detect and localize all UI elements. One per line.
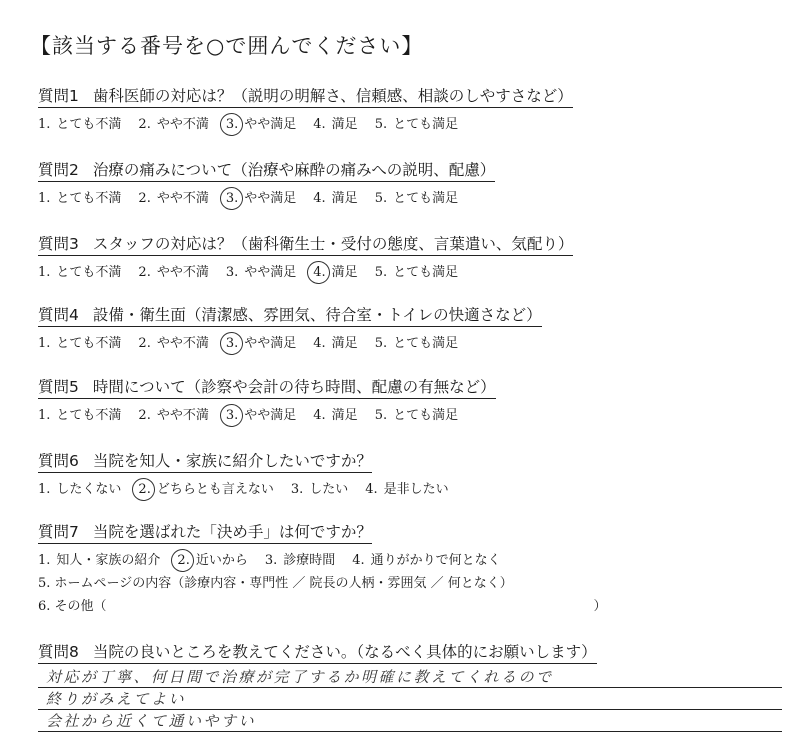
option-number: 3.: [290, 482, 304, 497]
answer-option[interactable]: [138, 187, 208, 206]
question-number: 質問2: [38, 161, 79, 179]
question-number: 質問5: [38, 378, 79, 396]
option-label: とても満足: [393, 408, 459, 423]
question-5: [38, 375, 780, 423]
question-title: [38, 84, 573, 108]
answer-option[interactable]: [375, 404, 458, 423]
option-number: 5.: [374, 408, 388, 423]
question-text: 治療の痛みについて（治療や麻酔の痛みへの説明、配慮）: [92, 161, 496, 179]
answer-option[interactable]: [38, 332, 121, 351]
option-label: 通りがかりで何となく: [370, 553, 501, 568]
option-label: やや満足: [244, 265, 297, 280]
answer-option[interactable]: [226, 404, 296, 423]
option-label: やや満足: [244, 117, 297, 132]
answer-option[interactable]: [38, 113, 121, 132]
answer-option[interactable]: [313, 187, 357, 206]
option-label: どちらとも言えない: [156, 482, 274, 497]
answer-option[interactable]: [226, 187, 296, 206]
answer-option[interactable]: [38, 404, 121, 423]
option-number: 1.: [38, 553, 51, 568]
option-number: 5.: [374, 265, 388, 280]
hand-drawn-circle-mark: [305, 259, 332, 286]
option-label: やや不満: [156, 117, 209, 132]
answer-option[interactable]: [291, 478, 348, 497]
other-close-paren: ）: [593, 599, 607, 614]
hand-drawn-circle-mark: [218, 330, 245, 357]
option-label: とても不満: [56, 336, 122, 351]
question-text: 時間について（診察や会計の待ち時間、配慮の有無など）: [92, 378, 496, 396]
page-heading: 【該当する番号を○で囲んでください】: [30, 34, 424, 58]
option-number: 4.: [313, 191, 326, 206]
answer-options: [38, 187, 780, 206]
option-label: 知人・家族の紹介: [56, 553, 161, 568]
option-number: 4.: [365, 482, 378, 497]
question-text: スタッフの対応は？（歯科衛生士・受付の態度、言葉遣い、気配り）: [92, 235, 574, 253]
answer-options: [38, 478, 780, 497]
option-number: 1.: [38, 482, 51, 497]
option-number: 2.: [138, 408, 151, 423]
option-number: 2.: [177, 553, 189, 568]
answer-options: [38, 261, 780, 280]
question-8: [38, 640, 780, 664]
answer-option[interactable]: [313, 113, 357, 132]
option-label: 満足: [331, 408, 358, 423]
option-label: やや不満: [156, 336, 209, 351]
option-label: 満足: [331, 265, 358, 280]
hand-drawn-circle-mark: [130, 476, 157, 503]
question-title: [38, 303, 542, 327]
option-label: やや満足: [244, 191, 297, 206]
option-label: やや満足: [244, 336, 297, 351]
hand-drawn-circle-mark: [169, 547, 196, 574]
option-label: やや不満: [156, 408, 209, 423]
option-number: 2.: [138, 191, 151, 206]
question-title: [38, 640, 597, 664]
hand-drawn-circle-mark: [218, 111, 245, 138]
option-label: やや不満: [156, 265, 209, 280]
option-number: 3.: [226, 336, 238, 351]
answer-option[interactable]: [177, 549, 247, 568]
answer-option[interactable]: [38, 187, 121, 206]
question-title: [38, 232, 573, 256]
option-number: 1.: [38, 336, 51, 351]
question-7: [38, 520, 780, 614]
option-label: やや不満: [156, 191, 209, 206]
hand-drawn-circle-mark: [218, 402, 245, 429]
answer-option[interactable]: [138, 332, 208, 351]
answer-option[interactable]: [375, 332, 458, 351]
option-number: 3.: [225, 265, 239, 280]
option-label: とても満足: [393, 265, 459, 280]
option-number: 2.: [138, 117, 151, 132]
question-number: 質問1: [38, 87, 79, 105]
option-label: とても満足: [393, 191, 459, 206]
option-number: 1.: [38, 191, 51, 206]
option-label: 是非したい: [383, 482, 449, 497]
option-number: 4.: [313, 265, 325, 280]
question-6: [38, 449, 780, 497]
answer-options: [38, 549, 780, 568]
answer-options: [38, 332, 780, 351]
option-number: 5.: [374, 336, 388, 351]
answer-option-other[interactable]: [38, 595, 780, 614]
handwritten-answer-line: 対応が丁寧、何日間で治療が完了するか明確に教えてくれるので: [38, 666, 782, 688]
option-label: やや満足: [244, 408, 297, 423]
answer-option[interactable]: [138, 404, 208, 423]
answer-option[interactable]: [265, 549, 335, 568]
question-text: 設備・衛生面（清潔感、雰囲気、待合室・トイレの快適さなど）: [92, 306, 542, 324]
question-title: [38, 375, 496, 399]
question-number: 質問4: [38, 306, 79, 324]
question-number: 質問7: [38, 523, 79, 541]
answer-option[interactable]: [38, 261, 121, 280]
answer-option[interactable]: [138, 478, 273, 497]
option-label: とても不満: [56, 117, 122, 132]
answer-option[interactable]: [226, 113, 296, 132]
option-number: 1.: [38, 265, 51, 280]
option-label: したい: [309, 482, 349, 497]
option-label: とても満足: [393, 336, 459, 351]
other-label: 6. その他（: [38, 599, 107, 614]
question-title: [38, 158, 495, 182]
question-1: [38, 84, 780, 132]
option-label: とても不満: [56, 408, 122, 423]
option-label: とても満足: [393, 117, 459, 132]
question-number: 質問3: [38, 235, 79, 253]
question-text: 当院を知人・家族に紹介したいですか？: [92, 452, 372, 470]
option-number: 1.: [38, 408, 51, 423]
answer-option[interactable]: [138, 261, 208, 280]
answer-option[interactable]: [313, 404, 357, 423]
handwritten-answer-line: 会社から近くて通いやすい: [38, 710, 782, 732]
answer-option[interactable]: [38, 549, 160, 568]
option-number: 5.: [374, 191, 388, 206]
answer-option-homepage[interactable]: 5. ホームページの内容（診療内容・専門性 ／ 院長の人柄・雰囲気 ／ 何となく）: [38, 576, 513, 591]
question-title: [38, 449, 372, 473]
answer-options: [38, 113, 780, 132]
hand-drawn-circle-mark: [218, 185, 245, 212]
option-label: 満足: [331, 117, 358, 132]
option-number: 4.: [352, 553, 365, 568]
answer-option[interactable]: [38, 478, 121, 497]
answer-option[interactable]: [226, 332, 296, 351]
question-4: [38, 303, 780, 351]
option-label: 満足: [331, 336, 358, 351]
option-label: 満足: [331, 191, 358, 206]
option-label: とても不満: [56, 265, 122, 280]
option-label: とても不満: [56, 191, 122, 206]
option-number: 5.: [374, 117, 388, 132]
answer-options: [38, 404, 780, 423]
answer-option[interactable]: [313, 261, 357, 280]
option-number: 2.: [138, 265, 151, 280]
answer-option[interactable]: [375, 261, 458, 280]
answer-option[interactable]: [313, 332, 357, 351]
question-number: 質問6: [38, 452, 79, 470]
question-text: 当院の良いところを教えてください。（なるべく具体的にお願いします）: [92, 643, 597, 661]
option-label: 近いから: [195, 553, 248, 568]
option-number: 1.: [38, 117, 51, 132]
option-number: 4.: [313, 117, 326, 132]
option-number: 3.: [264, 553, 278, 568]
option-number: 4.: [313, 408, 326, 423]
answer-lines: [38, 666, 782, 732]
answer-option[interactable]: [365, 478, 448, 497]
option-number: 3.: [226, 191, 238, 206]
answer-option[interactable]: [352, 549, 500, 568]
question-text: 歯科医師の対応は？（説明の明解さ、信頼感、相談のしやすさなど）: [92, 87, 573, 105]
question-3: [38, 232, 780, 280]
option-number: 2.: [138, 336, 151, 351]
question-title: [38, 520, 372, 544]
question-number: 質問8: [38, 643, 79, 661]
option-number: 4.: [313, 336, 326, 351]
answer-option[interactable]: [375, 187, 458, 206]
option-label: 診療時間: [283, 553, 336, 568]
question-text: 当院を選ばれた「決め手」は何ですか？: [92, 523, 372, 541]
option-number: 3.: [226, 117, 238, 132]
answer-option[interactable]: [375, 113, 458, 132]
handwritten-answer-line: 終りがみえてよい: [38, 688, 782, 710]
answer-option[interactable]: [138, 113, 208, 132]
option-number: 2.: [138, 482, 150, 497]
question-2: [38, 158, 780, 206]
option-label: したくない: [56, 482, 122, 497]
option-number: 3.: [226, 408, 238, 423]
answer-option[interactable]: [226, 261, 296, 280]
